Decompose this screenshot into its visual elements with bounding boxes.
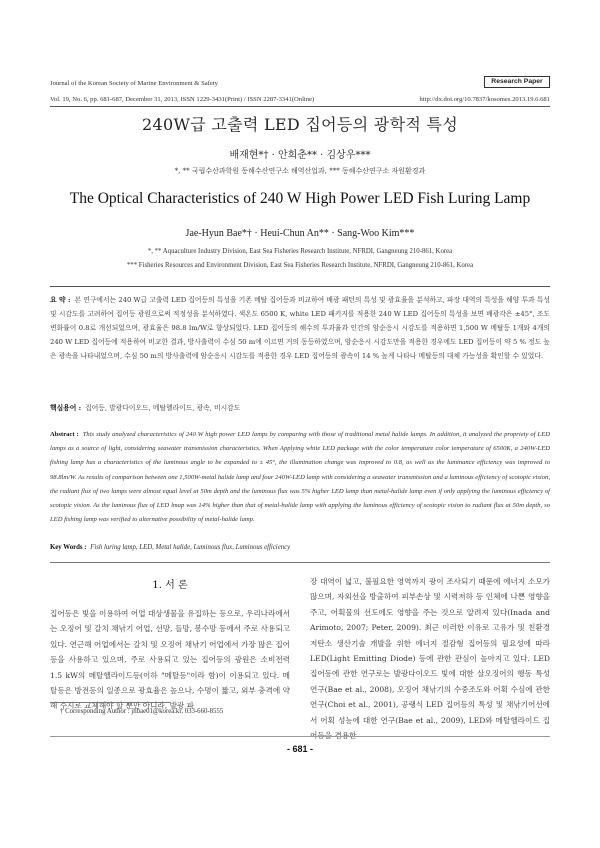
body-column-right: 장 대역이 넓고, 불필요한 영역까지 광이 조사되기 때문에 에너지 소모가 많으며, 자외선을 방출하여 피부손상 및 시력저하 등 인체에 나쁜 영향을 주고, 어획물의 선도에도 영향을 주는 것으로 알려져 있다(Inada and Arimoto, 2007; Peter, 2009). 최근 이러한 이유로 고유가 및 친환경 저탄소 생산기술 개발을 위한 에너지 절감형 집어등의 필요성에 따라 LED(Light Emitting Diode) 등에 관한 관심이 높아지고 있다. LED 집어등에 관한 연구로는 발광다이오드 빛에 대한 살오징어의 행동 특성 연구(Bae et al., 2008), 오징어 채낚기의 수중조도와 어획 수심에 관한 연구(Choi et al., 2001), 공랭식 LED 집어등의 특성 및 채낚기어선에서 어획 성능에 대한 연구(Bae et al., 2009), LED와 메탈헬라이드 집어등을 겸용한 [310, 577, 550, 741]
journal-name: Journal of the Korean Society of Marine Environment & Safety [50, 80, 218, 87]
volume-info: Vol. 19, No. 6, pp. 681-687, December 31, 2013, ISSN 1229-3431(Print) / ISSN 2287-3341(Online) [50, 96, 315, 103]
footer-divider [50, 736, 550, 737]
korean-authors: 배재현*† · 안희춘** · 김상우*** [229, 150, 371, 161]
english-keywords-label: Key Words : [50, 544, 87, 551]
doi-link[interactable]: http://dx.doi.org/10.7837/kosomes.2013.19.6.681 [419, 96, 550, 103]
english-title: The Optical Characteristics of 240 W High Power LED Fish Luring Lamp [69, 190, 531, 207]
corresponding-author-footnote: † Corresponding Author : jhbae01@korea.kr, 033-660-8555 [60, 708, 224, 715]
abstract-divider [50, 562, 550, 563]
korean-keywords-text: 집어등, 발광다이오드, 메탈헬라이드, 광속, 비시감도 [85, 404, 241, 412]
english-abstract-label: Abstract : [50, 431, 79, 438]
korean-keywords [50, 402, 550, 412]
english-authors: Jae-Hyun Bae*† · Heui-Chun An** · Sang-Woo Kim*** [185, 228, 415, 239]
korean-title: 240W급 고출력 LED 집어등의 광학적 특성 [142, 115, 458, 134]
english-keywords-text: Fish luring lamp, LED, Metal halide, Luminous flux, Luminous efficiency [90, 544, 291, 551]
header-divider [50, 106, 550, 107]
english-abstract [50, 428, 550, 527]
footnote-divider [50, 702, 170, 703]
section-heading: 1. 서 론 [152, 580, 188, 591]
korean-affiliation: *, ** 국립수산과학원 동해수산연구소 해역산업과, *** 동해수산연구소 자원환경과 [174, 167, 426, 175]
korean-abstract [50, 294, 550, 364]
korean-abstract-text: 본 연구에서는 240 W급 고출력 LED 집어등의 특성을 기존 메탈 집어등과 비교하여 배광 패턴의 특성 및 광효율을 분석하고, 파장 대역의 특성을 해양 투과 특성 및 시감도를 고려하여 집어등 광원으로써 적정성을 분석하였다. 색온도 6500 K, white LED 패키지를 적용한 240 W LED 집어등의 특성을 보면 배광각은 ±45°, 조도 변화률이 0.8로 개선되었으며, 광효율은 98.8 lm/W로 향상되었다. LED 집어등의 해수의 투과율과 인간의 암순응시 시감도를 적용하면 1,500 W 메탈등 1개와 4개의 240 W LED 집어등에 적용하여 비교한 결과, 방사출력이 수심 50 m에 이르면 거의 동등하였으며, 암순응시 시감도만을 적용한 경우에도 LED 집어등이 약 5 % 정도 높은 광속을 나타내었으며, 수심 50 m의 방사출력에 암순응시 시감도를 적용한 경우 LED 집어등의 광속이 14 % 높게 나타나 메탈등의 대체 가능성을 확인할 수 있었다. [50, 296, 550, 360]
article-type-badge: Research Paper [484, 76, 550, 88]
english-affiliation-1: *, ** Aquaculture Industry Division, East Sea Fisheries Research Institute, NFRDI, Gangneung 210-861, Korea [147, 248, 453, 255]
english-keywords [50, 544, 550, 551]
english-abstract-text: This study analyzed characteristics of 240 W high power LED lamps by comparing with those of traditional metal halide lamps. In addition, it analyzed the propriety of LED lamps as a source of light, considering seawater transmission characteristics. When Applying white LED package with the color temperature color temperature of 6500K, a 240W-LED fishing lamp has a characteristics of the luminous angle to be expanded to ± 45°, the illumination change was improved to 0.8, as well as the luminance efficiency was improved to 98.8lm/W. As results of comparison between one 1,500W-metal halide lamp and four 240W-LED lamp with considering a seawater transmission and a luminous efficiency of scotopic vision, the radiant flux of two lamps were almost equal level at 50m depth and the luminous flux was 5% higher LED lamp than metal-halide lamp even if only applying the luminous efficiency of scotopic vision. As the luminous flux of LED lmap was 14% higher than that of metal-halide lamp with applying the luminous efficiency of scotopic vision to radiant flux at 50m depth, so LED fishing lamp was verified to alternative possibility of metal-halide lamp. [50, 431, 550, 524]
korean-abstract-label: 요 약 : [50, 296, 71, 304]
body-column-left: 집어등은 빛을 이용하여 어업 대상생물을 유집하는 등으로, 우리나라에서는 오징어 및 갈치 채낚기 어업, 선망, 들망, 봉수망 등에서 주로 사용되고 있다. 연근해 어업에서는 갈치 및 오징어 채낚기 어업에서 가장 많은 집어등을 사용하고 있으며, 주로 사용되고 있는 집어등의 광원은 소비전력 1.5 kW의 메탈헬라이드등(이하 "메탈등"이라 함)이 이용되고 있다. 메탈등은 방전등의 일종으로 광효율은 높으나, 수명이 짧고, 외부 충격에 약해 수시로 교체해야 할 뿐만 아니라, 발광 파 [50, 609, 290, 711]
page-number: - 681 - [286, 744, 313, 754]
english-affiliation-2: *** Fisheries Resources and Environment Division, East Sea Fisheries Research Institute, NFRDI, Gangneung 210-861, Korea [126, 262, 474, 269]
title-divider [50, 286, 550, 287]
korean-keywords-label: 핵심용어 : [50, 404, 82, 412]
